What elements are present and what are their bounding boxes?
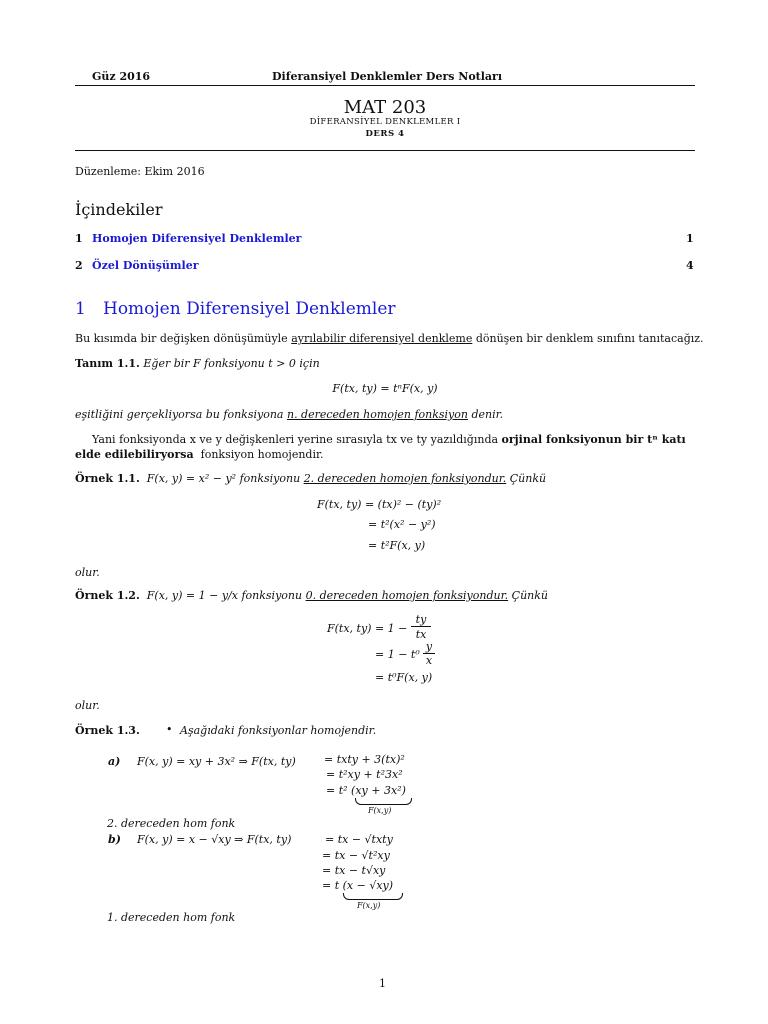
- header-title: Diferansiyel Denklemler Ders Notları: [272, 70, 503, 83]
- example-1-2: Örnek 1.2. F(x, y) = 1 − y/x fonksiyonu 0. dereceden homojen fonksiyondur. Çünkü: [75, 589, 548, 602]
- definition-text: Eğer bir F fonksiyonu t > 0 için: [143, 357, 320, 370]
- toc-link-ozel[interactable]: Özel Dönüşümler: [92, 259, 199, 272]
- toc-page-2: 4: [686, 259, 694, 272]
- explanation-line-2: elde edilebiliryorsa fonksiyon homojendir.: [75, 448, 324, 461]
- example-b-note: 1. dereceden hom fonk: [107, 911, 236, 924]
- example-a-brace-label: F(x,y): [368, 806, 392, 815]
- toc-num-2: 2: [75, 259, 83, 272]
- example-b-lhs: F(x, y) = x − √xy ⇒ F(tx, ty): [137, 833, 292, 846]
- example-1-2-fraction-2-den: x: [425, 654, 433, 667]
- example-b-line-2: = tx − √t²xy: [322, 849, 390, 862]
- example-1-1-line-1: F(tx, ty) = (tx)² − (ty)²: [317, 498, 442, 511]
- example-b-underbrace: [343, 893, 403, 900]
- toc-heading: İçindekiler: [75, 200, 163, 219]
- example-b-line-3: = tx − t√xy: [322, 864, 386, 877]
- example-a-label: a): [108, 755, 121, 768]
- course-code: MAT 203: [343, 97, 427, 118]
- example-a-line-1: = txty + 3(tx)²: [324, 753, 405, 766]
- toc-page-1: 1: [686, 232, 694, 245]
- example-1-2-line-2-lhs: = 1 − t⁰: [375, 648, 420, 661]
- example-1-1-line-3: = t²F(x, y): [368, 539, 426, 552]
- example-1-1-line-2: = t²(x² − y²): [368, 518, 436, 531]
- edit-date: Düzenleme: Ekim 2016: [75, 165, 205, 178]
- example-1-2-fraction-2-num: y: [423, 641, 435, 654]
- link-ayrilabilir[interactable]: ayrılabilir diferensiyel denkleme: [291, 332, 473, 345]
- title-rule: [75, 150, 695, 151]
- lecture-number: DERS 4: [365, 129, 405, 139]
- example-1-2-end: olur.: [75, 699, 100, 712]
- example-a-lhs: F(x, y) = xy + 3x² ⇒ F(tx, ty): [137, 755, 296, 768]
- homojen-fonksiyon-term: n. dereceden homojen fonksiyon: [286, 408, 468, 421]
- section-intro: Bu kısımda bir değişken dönüşümüyle ayrılabilir diferensiyel denkleme dönüşen bir denklem sınıfını tanıtacağız.: [75, 332, 704, 345]
- example-1-2-line-3: = t⁰F(x, y): [375, 671, 433, 684]
- example-a-underbrace: [355, 798, 412, 805]
- example-a-note: 2. dereceden hom fonk: [107, 817, 236, 830]
- example-1-3-intro: Aşağıdaki fonksiyonlar homojendir.: [180, 724, 377, 737]
- example-1-1-end: olur.: [75, 566, 100, 579]
- example-b-line-1: = tx − √txty: [325, 833, 393, 846]
- toc-link-homojen[interactable]: Homojen Diferensiyel Denklemler: [92, 232, 302, 245]
- example-1-2-fraction-1-den: tx: [415, 628, 427, 641]
- example-a-line-3: = t² (xy + 3x²): [326, 784, 406, 797]
- example-1-1: Örnek 1.1. F(x, y) = x² − y² fonksiyonu 2. dereceden homojen fonksiyondur. Çünkü: [75, 472, 547, 485]
- header-semester: Güz 2016: [92, 70, 151, 83]
- course-subtitle: DİFERANSİYEL DENKLEMLER I: [309, 117, 461, 127]
- example-b-line-4: = t (x − √xy): [322, 879, 394, 892]
- toc-num-1: 1: [75, 232, 83, 245]
- example-b-label: b): [108, 833, 121, 846]
- definition-equation: F(tx, ty) = tⁿF(x, y): [332, 382, 438, 395]
- example-1-3-label: Örnek 1.3.: [75, 724, 140, 737]
- section-number: 1: [75, 299, 86, 319]
- header-rule: [75, 85, 695, 86]
- example-a-line-2: = t²xy + t²3x²: [326, 768, 403, 781]
- bullet-icon: •: [166, 723, 173, 736]
- definition-conclusion: eşitliğini gerçekliyorsa bu fonksiyona n. dereceden homojen fonksiyon denir.: [75, 408, 504, 421]
- explanation-line-1: Yani fonksiyonda x ve y değişkenleri yerine sırasıyla tx ve ty yazıldığında orjinal fonksiyonun bir tⁿ katı: [92, 433, 686, 446]
- example-1-2-line-1-lhs: F(tx, ty) = 1 −: [327, 622, 408, 635]
- example-b-brace-label: F(x,y): [357, 901, 381, 910]
- page-number: 1: [379, 977, 386, 990]
- definition-1-1: [75, 357, 320, 370]
- section-title: Homojen Diferensiyel Denklemler: [103, 299, 396, 319]
- definition-label: Tanım 1.1.: [75, 357, 140, 370]
- example-1-2-fraction-1-num: ty: [411, 614, 431, 627]
